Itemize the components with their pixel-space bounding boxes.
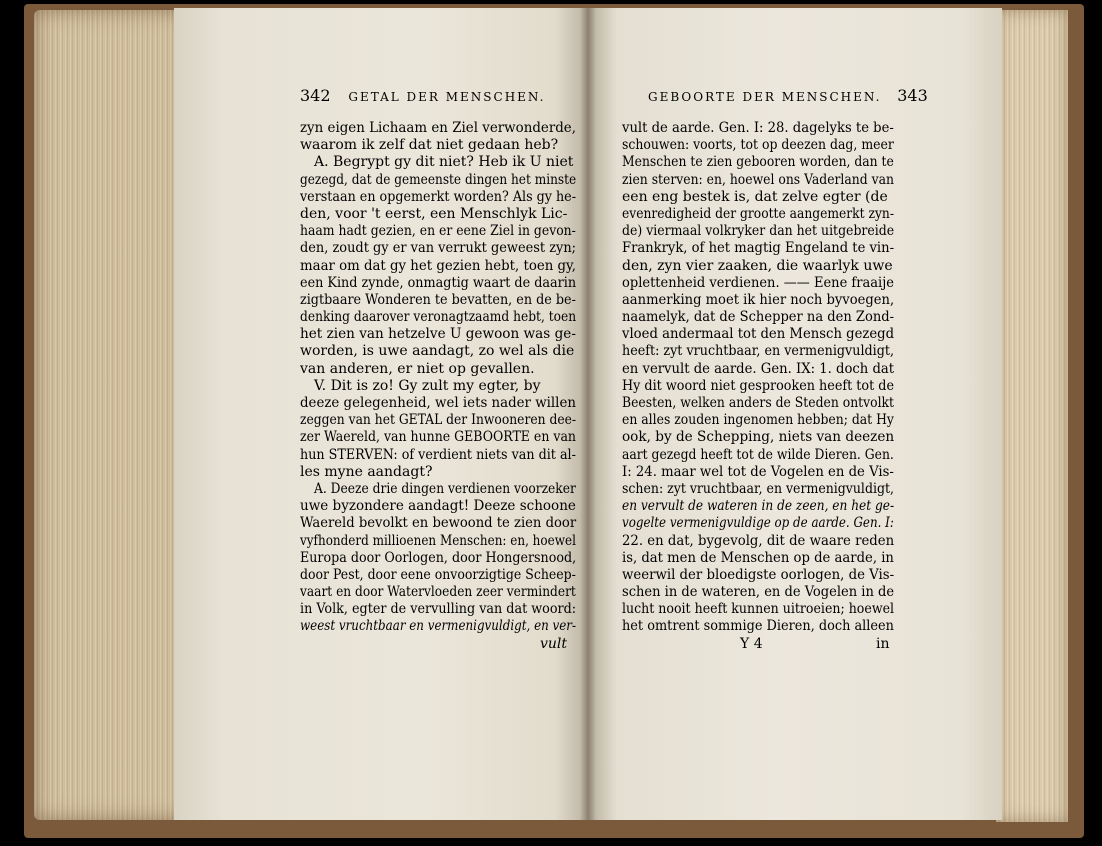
running-head: GEBOORTE DER MENSCHEN.: [648, 90, 882, 104]
text-line: I: 24. maar wel tot de Vogelen en de Vis-: [622, 463, 894, 480]
book-gutter: [580, 8, 596, 820]
running-head: GETAL DER MENSCHEN.: [348, 90, 546, 104]
text-line: vyfhonderd millioenen Menschen: en, hoewel: [300, 532, 576, 549]
text-line: les myne aandagt?: [300, 463, 433, 480]
text-line: naamelyk, dat de Schepper na den Zond-: [622, 309, 895, 326]
text-line: en alles zouden ingenomen hebben; dat Hy: [622, 412, 894, 429]
text-line: verstaan en opgemerkt worden? Als gy he-: [300, 188, 577, 205]
text-line: gezegd, dat de gemeenste dingen het minste: [300, 171, 577, 188]
page-edges-right: [996, 10, 1068, 822]
text-line: het omtrent sommige Dieren, doch alleen: [622, 618, 894, 635]
text-line: hun STERVEN: of verdient niets van dit al-: [300, 446, 576, 463]
text-line: weerwil der bloedigste oorlogen, de Vis-: [622, 566, 895, 583]
text-line: zeggen van het GETAL der Inwooneren dee-: [300, 412, 577, 429]
text-line: het zien van hetzelve U gewoon was ge-: [300, 326, 576, 343]
left-page-text: [300, 120, 576, 636]
page-number: 342: [300, 86, 331, 105]
text-line: zer Waereld, van hunne GEBOORTE en van: [300, 429, 576, 446]
page-edges-left: [34, 10, 190, 820]
text-line: vult de aarde. Gen. I: 28. dagelyks te be-: [622, 120, 894, 136]
left-page-header: [300, 86, 545, 105]
right-page-header: [648, 86, 928, 105]
text-line: Europa door Oorlogen, door Hongersnood,: [300, 549, 577, 566]
signature-mark: Y 4: [740, 636, 763, 652]
text-line: vaart en door Watervloeden zeer vermindert: [300, 584, 576, 601]
text-line: haam hadt gezien, en er eene Ziel in gevon-: [300, 223, 576, 240]
text-line: den, zoudt gy er van verrukt geweest zyn;: [300, 240, 577, 257]
text-line: in Volk, egter de vervulling van dat woord:: [300, 601, 577, 618]
text-line: Hy dit woord niet gesprooken heeft tot de: [622, 377, 895, 394]
text-line: Beesten, welken anders de Steden ontvolkt: [622, 395, 895, 411]
text-line: 22. en dat, bygevolg, dit de waare reden: [622, 532, 895, 549]
text-line: weest vruchtbaar en vermenigvuldigt, en ver-: [300, 618, 576, 635]
text-line: Waereld bevolkt en bewoond te zien door: [300, 515, 577, 532]
text-line: worden, is uwe aandagt, zo wel als die: [300, 343, 575, 360]
text-line: een Kind zynde, onmagtig waart de daarin: [300, 274, 577, 291]
page-number: 343: [897, 86, 928, 105]
text-line: Frankryk, of het magtig Engeland te vin-: [622, 240, 895, 257]
text-line: deeze gelegenheid, wel iets nader willen: [300, 395, 576, 411]
text-line: A. Begrypt gy dit niet? Heb ik U niet: [314, 154, 574, 171]
text-line: schouwen: voorts, tot op deezen dag, meer: [622, 137, 894, 154]
text-line: heeft: zyt vruchtbaar, en vermenigvuldigt,: [622, 343, 895, 360]
text-line: een eng bestek is, dat zelve egter (de: [622, 188, 888, 205]
text-line: denking daarover veronagtzaamd hebt, toen: [300, 309, 577, 326]
text-line: den, zyn vier zaaken, die waarlyk uwe: [622, 257, 893, 274]
text-line: aanmerking moet ik hier noch byvoegen,: [622, 291, 895, 308]
text-line: V. Dit is zo! Gy zult my egter, by: [314, 377, 541, 394]
text-line: ook, by de Schepping, niets van deezen: [622, 429, 895, 446]
text-line: de) viermaal volkryker dan het uitgebreide: [622, 223, 895, 240]
text-line: en vervult de wateren in de zeen, en het ge-: [622, 498, 895, 515]
text-line: evenredigheid der grootte aangemerkt zyn-: [622, 205, 894, 222]
text-line: van anderen, er niet op gevallen.: [300, 360, 535, 377]
text-line: zigtbaare Wonderen te bevatten, en de be-: [300, 291, 576, 308]
text-line: Menschen te zien gebooren worden, dan te: [622, 154, 894, 171]
text-line: schen in de wateren, en de Vogelen in de: [622, 584, 895, 601]
text-line: waarom ik zelf dat niet gedaan heb?: [300, 137, 559, 154]
text-line: zyn eigen Lichaam en Ziel verwonderde,: [300, 120, 577, 136]
text-line: uwe byzondere aandagt! Deeze schoone: [300, 498, 576, 515]
text-line: schen: zyt vruchtbaar, en vermenigvuldigt,: [622, 480, 894, 497]
text-line: vloed andermaal tot den Mensch gezegd: [622, 326, 895, 343]
text-line: door Pest, door eene onvoorzigtige Scheep-: [300, 566, 576, 583]
right-page-text: [622, 120, 894, 636]
text-line: oplettenheid verdienen. —— Eene fraaije: [622, 274, 894, 291]
text-line: maar om dat gy het gezien hebt, toen gy,: [300, 257, 577, 274]
catchword: vult: [540, 636, 568, 652]
catchword: in: [876, 636, 890, 652]
text-line: lucht nooit heeft kunnen uitroeien; hoewel: [622, 601, 895, 618]
text-line: A. Deeze drie dingen verdienen voorzeker: [314, 480, 576, 497]
text-line: aart gezegd heeft tot de wilde Dieren. Gen.: [622, 446, 894, 463]
text-line: den, voor 't eerst, een Menschlyk Lic-: [300, 205, 568, 222]
text-line: zien sterven: en, hoewel ons Vaderland van: [622, 171, 894, 188]
text-line: vogelte vermenigvuldige op de aarde. Gen. I:: [622, 515, 894, 532]
text-line: is, dat men de Menschen op de aarde, in: [622, 549, 894, 566]
text-line: en vervult de aarde. Gen. IX: 1. doch dat: [622, 360, 895, 377]
